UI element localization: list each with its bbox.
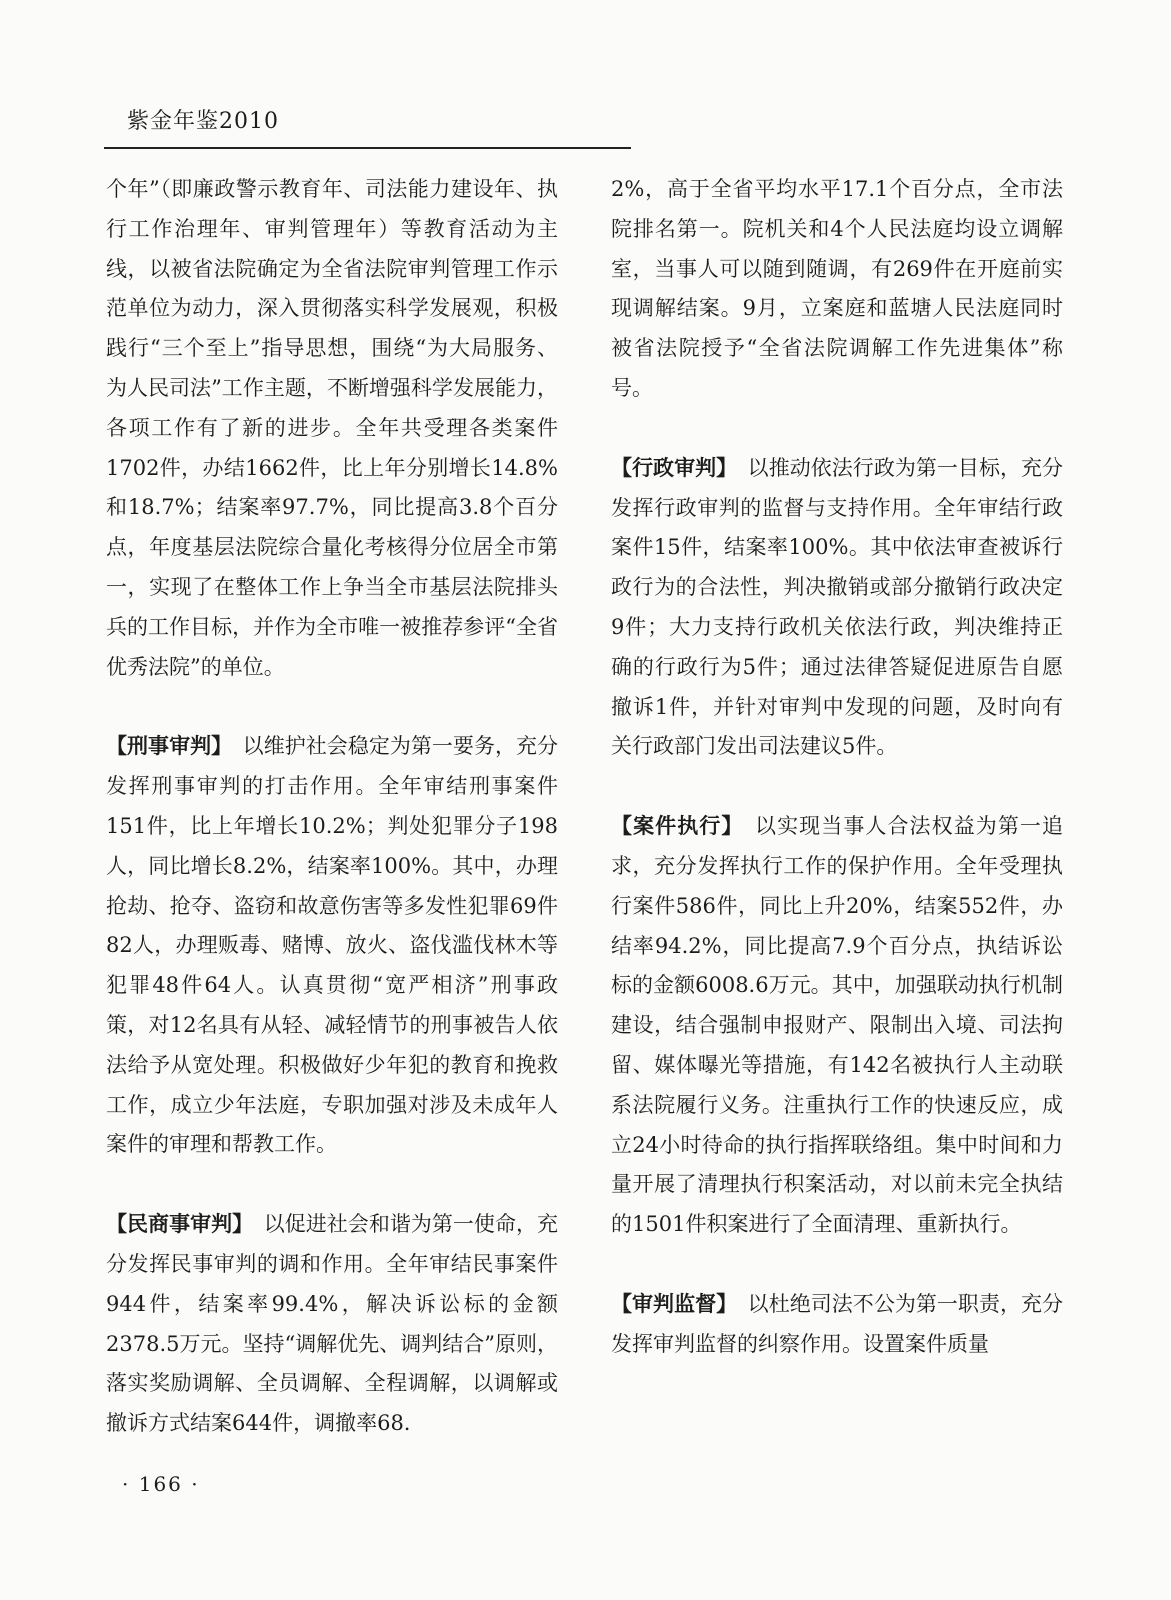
left-column	[106, 170, 558, 1444]
header-rule	[104, 147, 631, 149]
civil-heading: 【民商事审判】	[106, 1212, 254, 1237]
yearbook-title: 紫金年鉴2010	[127, 109, 279, 134]
civil-section	[106, 1205, 558, 1444]
right-column	[611, 170, 1063, 1365]
criminal-section	[106, 727, 558, 1165]
criminal-heading: 【刑事审判】	[106, 734, 233, 759]
intro-paragraph: 个年”（即廉政警示教育年、司法能力建设年、执行工作治理年、审判管理年）等教育活动为主线，以被省法院确定为全省法院审判管理工作示范单位为动力，深入贯彻落实科学发展观，积极践行“三个至上”指导思想，围绕“为大局服务、为人民司法”工作主题，不断增强科学发展能力，各项工作有了新的进步。全年共受理各类案件1702件，办结1662件，比上年分别增长14.8%和18.7%；结案率97.7%，同比提高3.8个百分点，年度基层法院综合量化考核得分位居全市第一，实现了在整体工作上争当全市基层法院排头兵的工作目标，并作为全市唯一被推荐参评“全省优秀法院”的单位。	[106, 177, 558, 679]
supervision-heading: 【审判监督】	[611, 1291, 738, 1316]
enforcement-heading: 【案件执行】	[611, 814, 744, 839]
supervision-body: 以杜绝司法不公为第一职责，充分发挥审判监督的纠察作用。设置案件质量	[611, 1291, 1064, 1356]
civil-body: 以促进社会和谐为第一使命，充分发挥民事审判的调和作用。全年审结民事案件944件，结案率99.4%，解决诉讼标的金额2378.5万元。坚持“调解优先、调判结合”原则，落实奖励调解、全员调解、全程调解，以调解或撤诉方式结案644件，调撤率68.	[106, 1212, 559, 1436]
enforcement-body: 以实现当事人合法权益为第一追求，充分发挥执行工作的保护作用。全年受理执行案件586件，同比上升20%，结案552件，办结率94.2%，同比提高7.9个百分点，执结诉讼标的金额6008.6万元。其中，加强联动执行机制建设，结合强制申报财产、限制出入境、司法拘留、媒体曝光等措施，有142名被执行人主动联系法院履行义务。注重执行工作的快速反应，成立24小时待命的执行指挥联络组。集中时间和力量开展了清理执行积案活动，对以前未完全执结的1501件积案进行了全面清理、重新执行。	[611, 814, 1064, 1237]
page-number: · 166 ·	[122, 1472, 200, 1496]
criminal-body: 以维护社会稳定为第一要务，充分发挥刑事审判的打击作用。全年审结刑事案件151件，比上年增长10.2%；判处犯罪分子198人，同比增长8.2%，结案率100%。其中，办理抢劫、抢夺、盗窃和故意伤害等多发性犯罪69件82人，办理贩毒、赌博、放火、盗伐滥伐林木等犯罪48件64人。认真贯彻“宽严相济”刑事政策，对12名具有从轻、减轻情节的刑事被告人依法给予从宽处理。积极做好少年犯的教育和挽救工作，成立少年法庭，专职加强对涉及未成年人案件的审理和帮教工作。	[106, 734, 559, 1157]
enforcement-section	[611, 807, 1063, 1245]
admin-section	[611, 449, 1063, 767]
admin-body: 以推动依法行政为第一目标，充分发挥行政审判的监督与支持作用。全年审结行政案件15件，结案率100%。其中依法审查被诉行政行为的合法性，判决撤销或部分撤销行政决定9件；大力支持行政机关依法行政，判决维持正确的行政行为5件；通过法律答疑促进原告自愿撤诉1件，并针对审判中发现的问题，及时向有关行政部门发出司法建议5件。	[611, 455, 1064, 759]
admin-heading: 【行政审判】	[611, 455, 738, 480]
civil-continuation: 2%，高于全省平均水平17.1个百分点，全市法院排名第一。院机关和4个人民法庭均设立调解室，当事人可以随到随调，有269件在开庭前实现调解结案。9月，立案庭和蓝塘人民法庭同时被省法院授予“全省法院调解工作先进集体”称号。	[611, 177, 1063, 400]
supervision-section	[611, 1285, 1063, 1365]
